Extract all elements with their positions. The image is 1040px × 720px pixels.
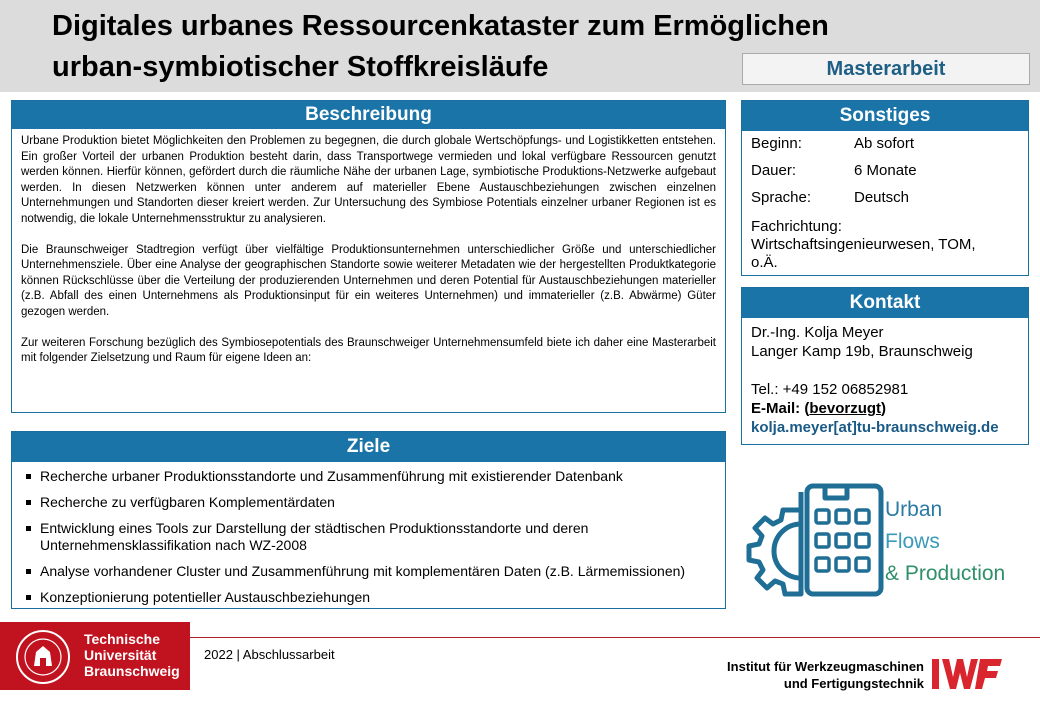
duration-row — [751, 162, 1019, 189]
institute-line-1: Institut für Werkzeugmaschinen — [727, 659, 924, 674]
email-label-close: ) — [881, 400, 887, 417]
contact-address: Langer Kamp 19b, Braunschweig — [751, 343, 973, 360]
thesis-type-badge: Masterarbeit — [742, 53, 1030, 85]
logo-line-production: & Production — [885, 562, 1006, 585]
goal-item-2: Recherche zu verfügbaren Komplementärdaten — [26, 494, 725, 511]
goals-heading: Ziele — [12, 432, 725, 462]
description-box — [11, 100, 726, 413]
language-label: Sprache: — [751, 189, 812, 206]
logo-line-urban: Urban — [885, 498, 943, 521]
goal-item-3: Entwicklung eines Tools zur Darstellung der städtischen Produktionsstandorte und deren Unternehmensklassifikation nach WZ-2008 — [26, 520, 725, 554]
contact-box — [741, 287, 1029, 445]
footer-divider — [190, 637, 1040, 638]
description-paragraph-2: Die Braunschweiger Stadtregion verfügt über vielfältige Produktionsunternehmen unterschiedlicher Größe und unterschiedlicher Unternehmensziele. Über eine Analyse der geographischen Standorte sowie weiterer Metadaten wie der hergestellten Produktkategorie können Rückschlüsse über die Verteilung der produzierenden Unternehmen und deren Potential für Austauschbeziehungen materieller (z.B. Abfall des einen Unternehmens als Produktionsinput für ein weiteres Unternehmen) und immaterieller (z.B. Abwärme) Güter gezogen werden. — [21, 243, 716, 318]
field-value: Wirtschaftsingenieurwesen, TOM, o.Ä. — [751, 236, 976, 271]
start-label: Beginn: — [751, 135, 802, 152]
contact-email-link[interactable]: kolja.meyer[at]tu-braunschweig.de — [751, 419, 999, 436]
goal-item-5: Konzeptionierung potentieller Austauschbeziehungen — [26, 589, 725, 606]
email-label: E-Mail: ( — [751, 400, 810, 417]
iwf-logo-icon — [930, 657, 1004, 691]
misc-details — [742, 131, 1028, 272]
contact-heading: Kontakt — [742, 288, 1028, 318]
title-line-1: Digitales urbanes Ressourcenkataster zum Ermöglichen — [52, 10, 829, 42]
tu-line-1: Technische — [84, 631, 160, 647]
goals-box — [11, 431, 726, 609]
start-value: Ab sofort — [854, 135, 915, 152]
tu-braunschweig-logo — [0, 622, 190, 690]
description-paragraph-1: Urbane Produktion bietet Möglichkeiten den Problemen zu begegnen, die durch globale Wertschöpfungs- und Logistikketten entstehen. Ein großer Vorteil der urbanen Produktion besteht darin, dass Transportwege vermieden und lokal verfügbare Ressourcen genutzt werden können. Hierfür können, gefördert durch die räumliche Nähe der urbanen Lage, symbiotische Produktions-Netzwerke aufgebaut werden. In diesen Netzwerken können unter anderem auf materieller Ebene Austauschbeziehungen zwischen einzelnen Unternehmungen und Standorten dieser kreiert werden. Zur Untersuchung des Symbiose Potentials einzelner urbaner Regionen ist es notwendig, die lokale Unternehmensstruktur zu analysieren. — [21, 135, 716, 225]
tu-line-3: Braunschweig — [84, 663, 180, 679]
contact-name: Dr.-Ing. Kolja Meyer — [751, 324, 884, 341]
duration-value: 6 Monate — [854, 162, 917, 179]
duration-label: Dauer: — [751, 162, 797, 179]
tu-seal-icon — [14, 628, 72, 686]
description-body — [12, 129, 725, 367]
logo-line-flows: Flows — [885, 530, 940, 553]
goal-item-1: Recherche urbaner Produktionsstandorte und Zusammenführung mit existierender Datenbank — [26, 468, 725, 485]
description-heading: Beschreibung — [12, 101, 725, 129]
urban-flows-logo-icon — [745, 482, 885, 600]
language-row — [751, 189, 1019, 216]
urban-flows-logo-text — [885, 494, 1005, 590]
misc-heading: Sonstiges — [742, 101, 1028, 131]
title-line-2: urban-symbiotischer Stoffkreisläufe — [52, 51, 549, 83]
goal-item-4: Analyse vorhandener Cluster und Zusammenführung mit komplementären Daten (z.B. Lärmemissionen) — [26, 563, 725, 580]
field-label: Fachrichtung: — [751, 218, 842, 235]
email-preferred: bevorzugt — [809, 400, 882, 417]
goals-list — [12, 462, 725, 606]
tu-name — [84, 631, 180, 679]
tu-line-2: Universität — [84, 647, 157, 663]
email-label-line — [751, 399, 1019, 418]
institute-line-2: und Fertigungstechnik — [783, 676, 924, 691]
footer-note: 2022 | Abschlussarbeit — [204, 647, 335, 662]
misc-box — [741, 100, 1029, 276]
start-row — [751, 135, 1019, 162]
description-paragraph-3: Zur weiteren Forschung bezüglich des Symbiosepotentials des Braunschweiger Unternehmensumfeld biete ich daher eine Masterarbeit mit folgender Zielsetzung und Raum für eigene Ideen an: — [21, 336, 716, 365]
contact-phone: Tel.: +49 152 06852981 — [751, 381, 909, 398]
institute-name — [700, 658, 924, 692]
contact-details — [742, 318, 1028, 437]
language-value: Deutsch — [854, 189, 910, 206]
